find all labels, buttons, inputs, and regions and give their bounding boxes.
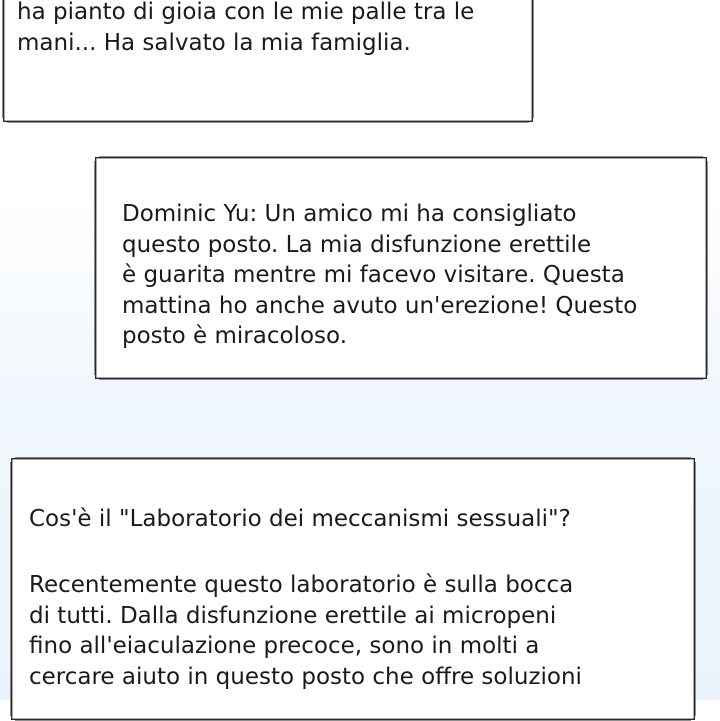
info-answer: Recentemente questo laboratorio è sulla bocca di tutti. Dalla disfunzione erettile ai micropeni fino all'eiaculazione precoce, sono in molti a cercare aiuto in questo posto che offre soluzioni — [29, 572, 582, 690]
testimonial-box-2 — [95, 157, 707, 379]
info-box — [11, 458, 695, 720]
testimonial-text-1: ha pianto di gioia con le mie palle tra le mani... Ha salvato la mia famiglia. — [17, 0, 475, 56]
testimonial-text-2: Dominic Yu: Un amico mi ha consigliato questo posto. La mia disfunzione erettile è guarita mentre mi facevo visitare. Questa mattina ho anche avuto un'erezione! Questo posto è miracoloso. — [122, 201, 638, 349]
testimonial-box-1 — [3, 0, 533, 122]
info-question: Cos'è il "Laboratorio dei meccanismi sessuali"? — [29, 506, 571, 532]
